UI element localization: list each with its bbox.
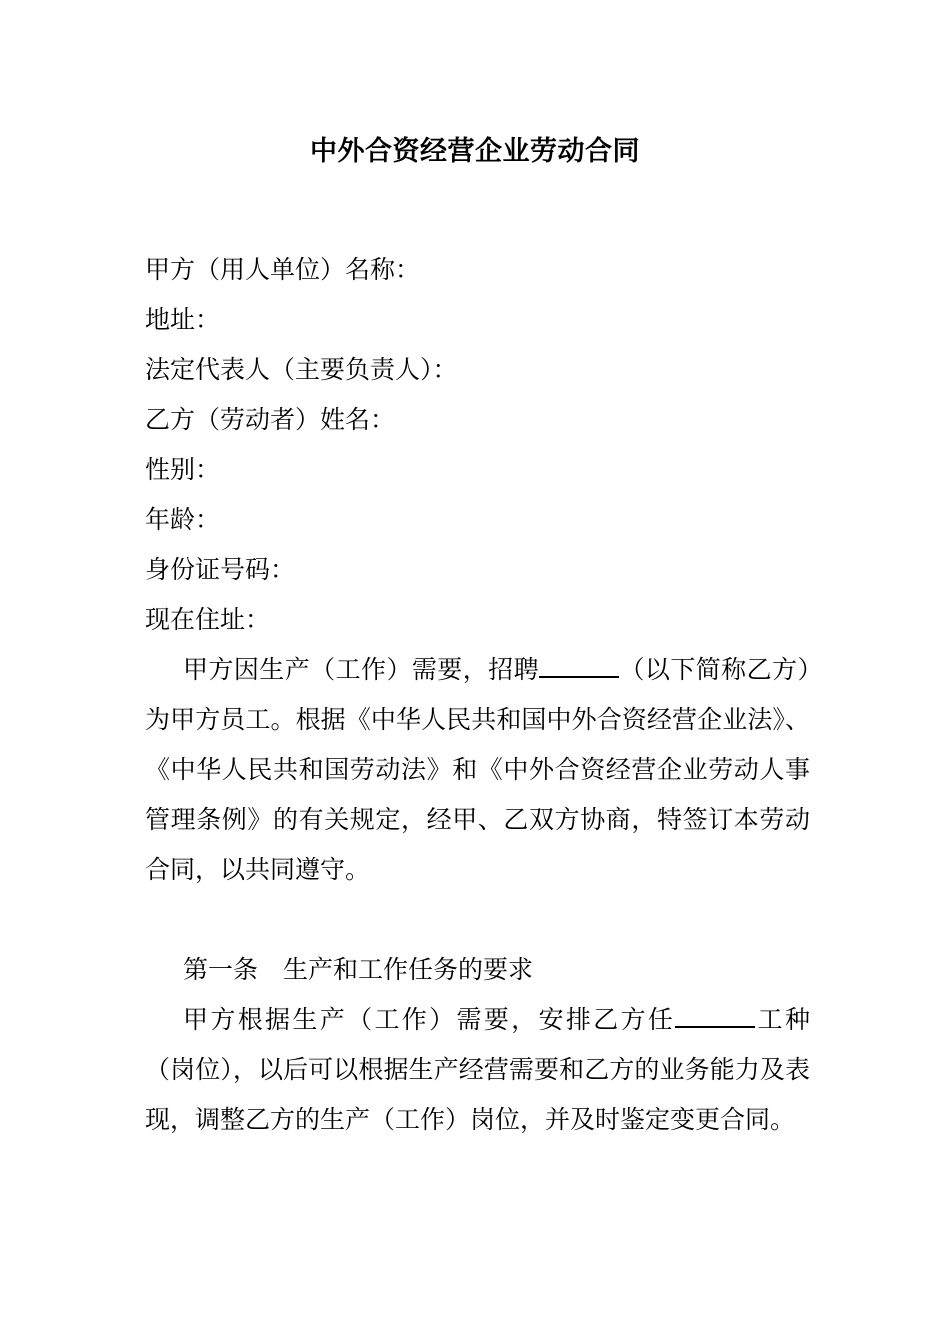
document-title: 中外合资经营企业劳动合同 xyxy=(310,136,640,167)
legal-representative-field: 法定代表人（主要负责人）： xyxy=(145,355,458,384)
section-spacer xyxy=(145,895,810,945)
article-1-paragraph xyxy=(145,995,810,1145)
id-number-field: 身份证号码： xyxy=(145,555,296,584)
preamble-text-end: （以下简称乙方）为甲方员工。根据《中华人民共和国中外合资经营企业法》、《中华人民共和国劳动法》和《中外合资经营企业劳动人事管理条例》的有关规定，经甲、乙双方协商，特签订本劳动合同，以共同遵守。 xyxy=(145,655,810,884)
article-1-text-start: 甲方根据生产（工作）需要，安排乙方任 xyxy=(183,1005,676,1034)
job-type-blank xyxy=(675,1006,755,1028)
document-body xyxy=(145,245,810,1145)
gender-field: 性别： xyxy=(145,455,221,484)
preamble-paragraph xyxy=(145,645,810,895)
age-field: 年龄： xyxy=(145,505,221,534)
preamble-text-start: 甲方因生产（工作）需要，招聘 xyxy=(183,655,540,684)
address-field: 地址： xyxy=(145,305,221,334)
recruit-blank xyxy=(539,656,619,678)
employee-name-field: 乙方（劳动者）姓名： xyxy=(145,405,396,434)
employer-name-field: 甲方（用人单位）名称： xyxy=(145,255,421,284)
article-1-text-end: 工种（岗位），以后可以根据生产经营需要和乙方的业务能力及表现，调整乙方的生产（工作）岗位，并及时鉴定变更合同。 xyxy=(145,1005,810,1134)
article-1-heading: 第一条 生产和工作任务的要求 xyxy=(183,955,534,984)
current-address-field: 现在住址： xyxy=(145,605,271,634)
